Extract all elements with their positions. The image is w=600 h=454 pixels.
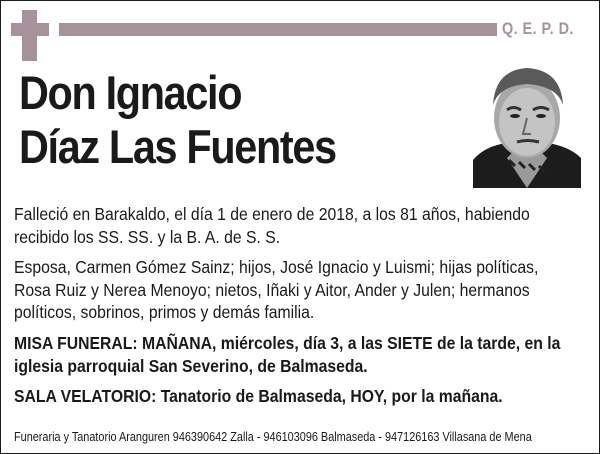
header-divider-bar xyxy=(59,23,497,36)
portrait-image-icon xyxy=(473,60,581,188)
funeral-mass-info: MISA FUNERAL: MAÑANA, miércoles, día 3, a las SIETE de la tarde, en la iglesia parroquial San Severino, de Balmaseda. xyxy=(14,333,561,376)
funeral-home-footer: Funeraria y Tanatorio Aranguren 946390642 Zalla - 946103096 Balmaseda - 947126163 Villasana de Mena xyxy=(14,430,532,444)
name-line-2: Díaz Las Fuentes xyxy=(19,120,336,173)
family-list: Esposa, Carmen Gómez Sainz; hijos, José Ignacio y Luismi; hijas políticas, Rosa Ruiz y Nerea Menoyo; nietos, Iñaki y Aitor, Ander y Julen; hermanos políticos, sobrinos, primos y demás familia. xyxy=(14,257,539,322)
deceased-name xyxy=(19,66,336,174)
death-announcement: Falleció en Barakaldo, el día 1 de enero de 2018, a los 81 años, habiendo recibido los SS. SS. y la B. A. de S. S. xyxy=(14,204,530,247)
name-line-1: Don Ignacio xyxy=(19,66,242,119)
wake-room-info: SALA VELATORIO: Tanatorio de Balmaseda, HOY, por la mañana. xyxy=(14,386,503,406)
portrait-photo xyxy=(473,60,581,188)
qepd-label: Q. E. P. D. xyxy=(502,19,574,38)
